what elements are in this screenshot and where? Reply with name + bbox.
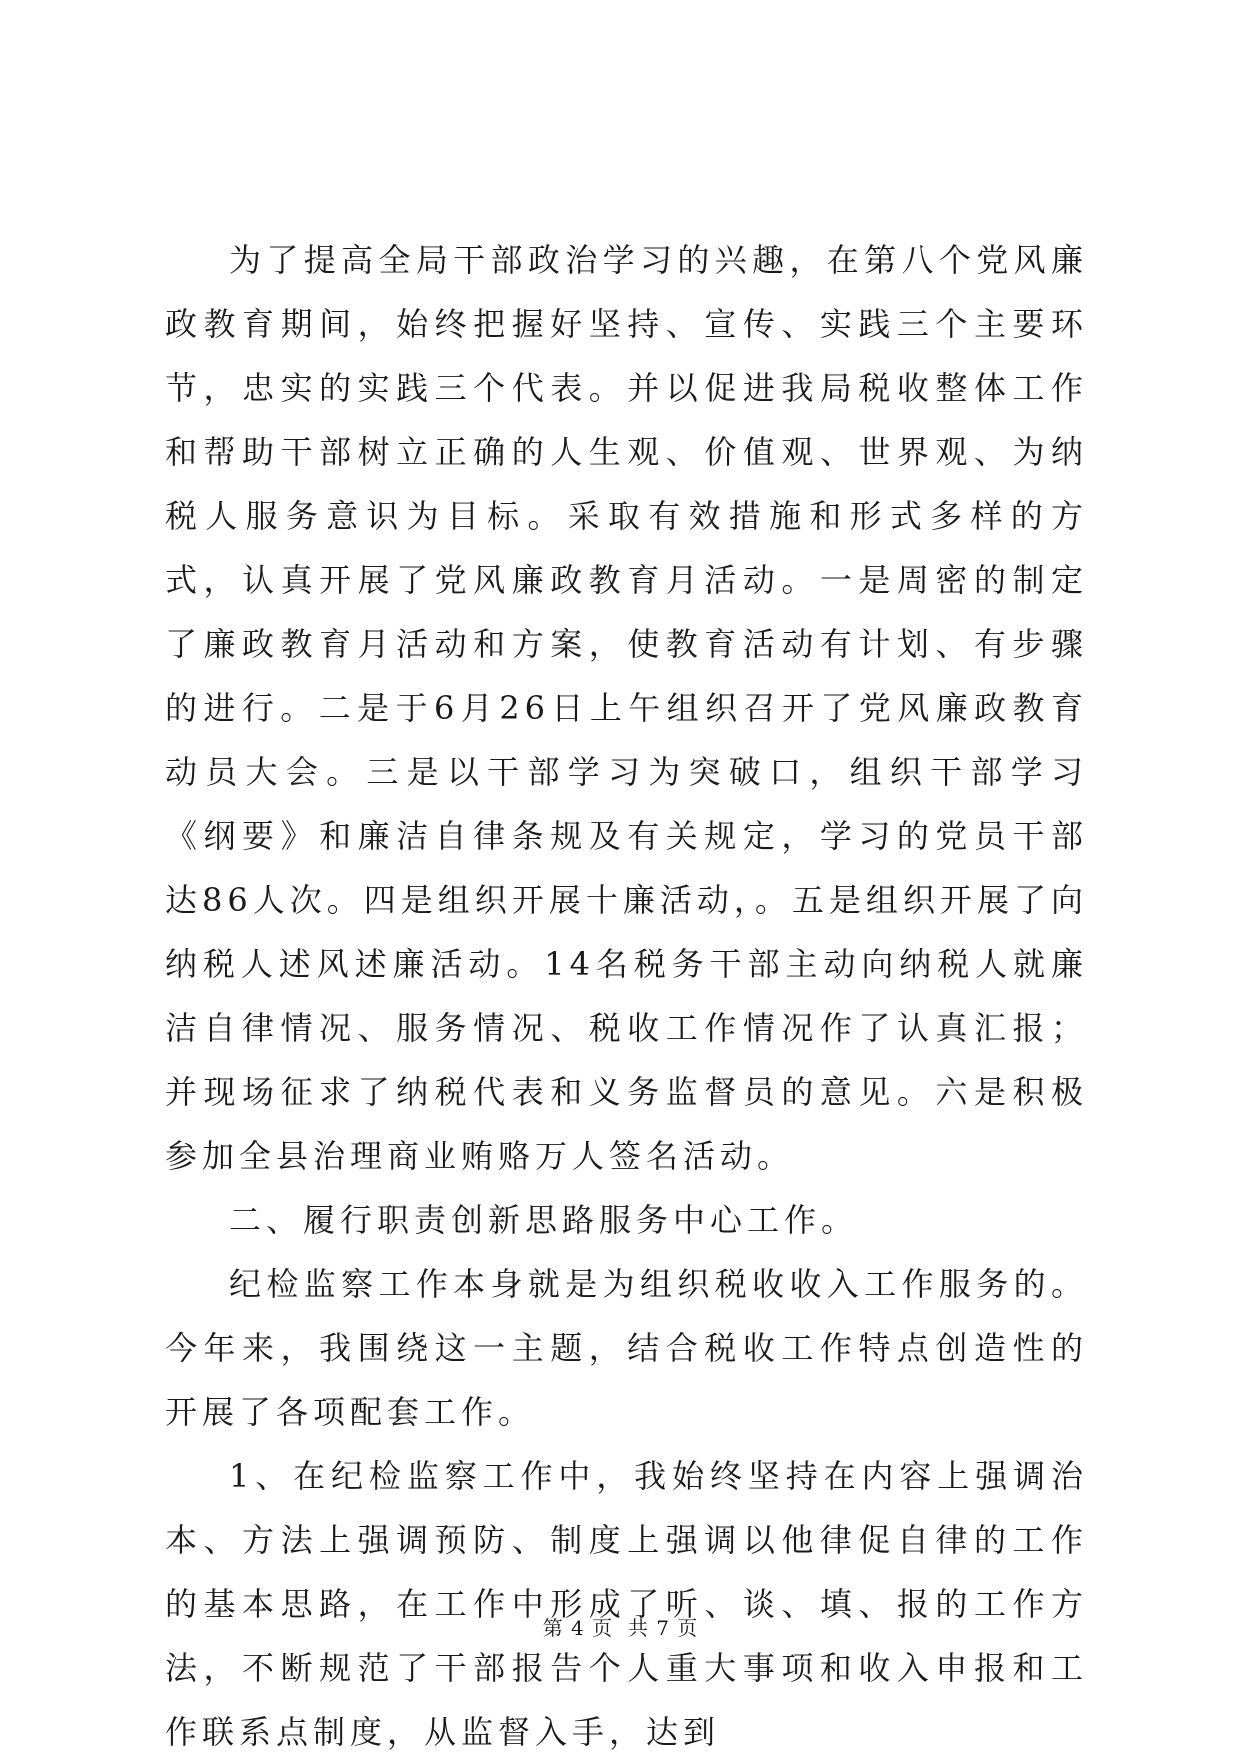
paragraph-service: 纪检监察工作本身就是为组织税收收入工作服务的。今年来，我围绕这一主题，结合税收工作特点创造性的开展了各项配套工作。 [165,1265,1088,1431]
page-number: 第 4 页 共 7 页 [542,1616,699,1640]
paragraph-intro: 为了提高全局干部政治学习的兴趣，在第八个党风廉政教育期间，始终把握好坚持、宣传、实践三个主要环节，忠实的实践三个代表。并以促进我局税收整体工作和帮助干部树立正确的人生观、价值观、世界观、为纳税人服务意识为目标。采取有效措施和形式多样的方式，认真开展了党风廉政教育月活动。一是周密的制定了廉政教育月活动和方案，使教育活动有计划、有步骤的进行。二是于6月26日上午组织召开了党风廉政教育动员大会。三是以干部学习为突破口，组织干部学习《纲要》和廉洁自律条规及有关规定，学习的党员干部达86人次。四是组织开展十廉活动，。五是组织开展了向纳税人述风述廉活动。14名税务干部主动向纳税人就廉洁自律情况、服务情况、税收工作情况作了认真汇报；并现场征求了纳税代表和义务监督员的意见。六是积极参加全县治理商业贿赂万人签名活动。 [165,241,1088,1175]
page-footer [0,1612,1241,1641]
paragraph-item-1: 1、在纪检监察工作中，我始终坚持在内容上强调治本、方法上强调预防、制度上强调以他律促自律的工作的基本思路，在工作中形成了听、谈、填、报的工作方法，不断规范了干部报告个人重大事项和收入申报和工作联系点制度，从监督入手，达到 [165,1457,1088,1751]
document-body [165,228,1088,1764]
section-heading: 二、履行职责创新思路服务中心工作。 [229,1201,859,1239]
